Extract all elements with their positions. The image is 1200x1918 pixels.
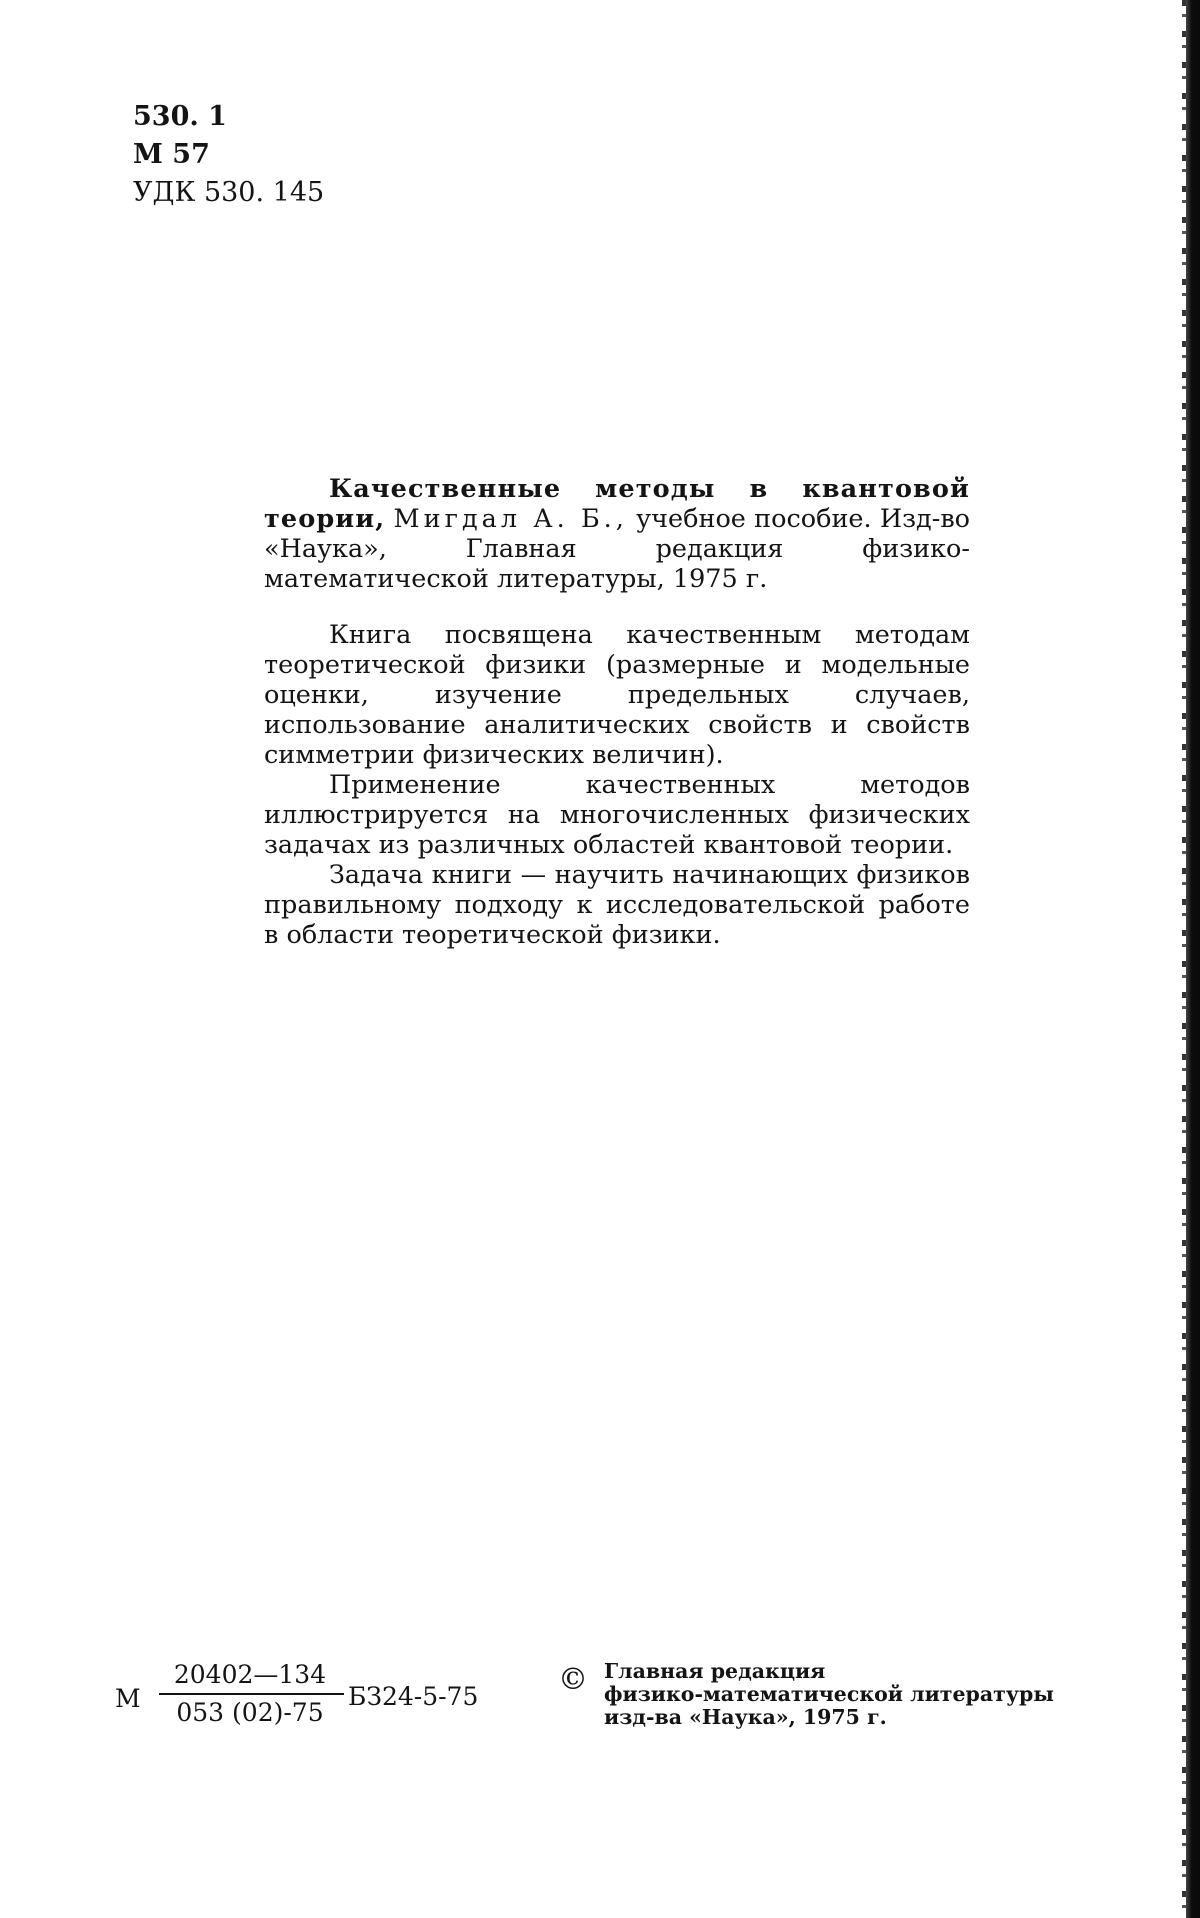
annotation-paragraph: Задача книги — научить начинающих физиков правильному подходу к исследовательской работе в области теоретической физики. xyxy=(264,860,970,950)
scan-edge-shadow xyxy=(1186,0,1200,1918)
bibliographic-paragraph xyxy=(264,474,970,594)
copyright-line: Главная редакция xyxy=(604,1659,826,1683)
udc-code: УДК 530. 145 xyxy=(133,177,325,208)
imprint-code-block xyxy=(115,1660,515,1740)
copyright-line: изд-ва «Наука», 1975 г. xyxy=(604,1705,887,1729)
annotation-paragraph: Книга посвящена качественным методам теоретической физики (размерные и модельные оценки, изучение предельных случаев, использование аналитических свойств и свойств симметрии физических величин). xyxy=(264,620,970,770)
imprint-numerator: 20402—134 xyxy=(173,1660,327,1689)
udc-author-mark: М 57 xyxy=(133,139,210,170)
udc-class-number: 530. 1 xyxy=(133,101,227,132)
fraction-rule xyxy=(159,1693,344,1695)
book-title: Качественные методы в квантовой теории, xyxy=(264,474,970,534)
book-author: Мигдал А. Б., xyxy=(393,504,628,534)
udc-block xyxy=(133,98,324,212)
annotation-paragraph: Применение качественных методов иллюстрируется на многочисленных физических задачах из различных областей квантовой теории. xyxy=(264,770,970,860)
copyright-icon: © xyxy=(558,1662,588,1697)
copyright-line: физико-математической литературы xyxy=(604,1682,1054,1706)
imprint-series-code: БЗ24-5-75 xyxy=(348,1682,479,1711)
imprint-denominator: 053 (02)-75 xyxy=(176,1698,324,1727)
annotation xyxy=(264,620,970,950)
imprint-prefix: М xyxy=(115,1684,141,1713)
publisher-info: учебное пособие. Изд-во «Наука», Главная редакция физико-математической литературы, 1975 г. xyxy=(264,504,971,594)
bibliographic-entry xyxy=(264,474,970,594)
